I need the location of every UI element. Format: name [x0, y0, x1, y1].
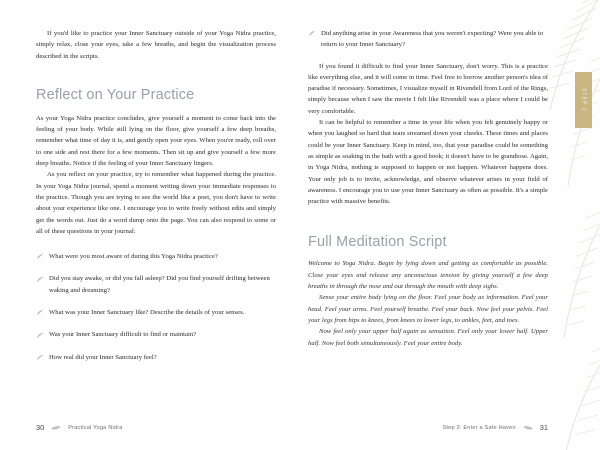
footer-right [442, 423, 548, 432]
script-heading-wrap [308, 233, 548, 251]
script-paragraph-2: Sense your entire body lying on the floor. Feel your body as information. Feel your head. Feel your arms. Feel yourself breathe. Feel your back. Now feel your pelvis. Feel your legs from hips to knees, from knees to lower legs, to ankles, feet, and toes. [308, 294, 548, 324]
footer-left [36, 423, 123, 432]
leaf-icon [36, 354, 44, 361]
leaf-icon [36, 253, 44, 260]
list-item-label: Did anything arise in your Awareness that you weren't expecting? Were you able to return to your Inner Sanctuary? [321, 30, 544, 49]
page-number-left: 30 [36, 423, 45, 432]
page-heading-reflect: Reflect on Your Practice [36, 86, 195, 103]
list-item-label: Was your Inner Sanctuary difficult to find or maintain? [49, 331, 197, 339]
page-heading-script: Full Meditation Script [308, 234, 447, 251]
leaf-icon [36, 332, 44, 339]
leaf-icon [36, 276, 44, 283]
list-item [36, 329, 276, 340]
right-page [300, 0, 600, 450]
script-paragraph-1: Welcome to Yoga Nidra. Begin by lying down and getting as comfortable as possible. Close your eyes and release any unconscious tension by giving yourself a few deep breaths in through the nose and out through the mouth with deep sighs. [308, 260, 548, 291]
right-paragraph-1: If you found it difficult to find your Inner Sanctuary, don't worry. This is a practice like everything else, and it will come in time. Feel free to borrow another person's idea of paradise if necessary. Sometimes, I visualize myself in Rivendell from Lord of the Rings, simply because when I saw the movie I felt like Rivendell was a place where I could be very comfortable. [308, 62, 548, 115]
list-item [36, 273, 276, 296]
list-item [36, 352, 276, 363]
list-item-label: What was your Inner Sanctuary like? Describe the details of your senses. [49, 309, 245, 317]
list-item-label: Did you stay awake, or did you fall asleep? Did you find yourself drifting between waking and dreaming? [49, 275, 270, 294]
leaf-icon [308, 30, 316, 37]
leaf-icon [36, 309, 44, 316]
reflection-question-list [36, 251, 276, 363]
reflect-heading-wrap [36, 86, 276, 104]
left-paragraph-1: As your Yoga Nidra practice concludes, give yourself a moment to come back into the feeling of your body. While still lying on the floor, give yourself a few deep breaths, remember what time of day it is, and gently open your eyes. When you're ready, roll over to one side and rest there for a few moments. Then sit up and give yourself a few more deep breaths. Notice if the feeling of your Inner Sanctuary lingers. [36, 114, 276, 168]
list-item-label: How real did your Inner Sanctuary feel? [49, 353, 157, 361]
running-foot-left: Practical Yoga Nidra [68, 424, 123, 431]
leaf-ornament-icon [522, 425, 534, 431]
list-item [36, 307, 276, 318]
page-number-right: 31 [539, 423, 548, 432]
reflection-question-list-continued [308, 28, 548, 51]
list-item-label: What were you most aware of during this Yoga Nidra practice? [49, 253, 218, 261]
leaf-ornament-icon [50, 425, 62, 431]
meditation-script-body [308, 258, 548, 348]
running-foot-right: Step 2: Enter a Safe Haven [442, 424, 516, 431]
left-intro-paragraph: If you'd like to practice your Inner Sanctuary outside of your Yoga Nidra practice, simply relax, close your eyes, take a few breaths, and begin the visualization process described in the scripts. [36, 30, 276, 60]
right-paragraph-2: It can be helpful to remember a time in your life when you felt genuinely happy or when you laughed so hard that tears streamed down your cheeks. These times and places could be your Inner Sanctuary. Keep in mind, too, that your paradise could be something as simple as soaking in the bath with a good book; it doesn't have to be grandiose. Again, in Yoga Nidra, nothing is supposed to happen or not happen. Whatever happens does. Your only job is to invite, acknowledge, and observe whatever arises in your field of awareness. I encourage you to use your Inner Sanctuary as often as possible. It's a simple practice with massive benefits. [308, 119, 548, 206]
list-item [36, 251, 276, 262]
section-tab-label: STEP 2 [580, 88, 587, 112]
left-paragraph-2: As you reflect on your practice, try to remember what happened during the practice. In your Yoga Nidra journal, spend a moment writing down your immediate responses to the practice. Though you are trying to see the world like a poet, you don't have to write about your experience like one. I encourage you to write freely without edits and simply get the words out. Just do a word dump onto the page. You can also respond to some or all of these questions in your journal: [36, 171, 276, 235]
list-item [308, 28, 548, 51]
script-paragraph-3: Now feel only your upper half again as sensation. Feel only your lower half. Upper half. Now feel both simultaneously. Feel your entire body. [308, 328, 548, 347]
